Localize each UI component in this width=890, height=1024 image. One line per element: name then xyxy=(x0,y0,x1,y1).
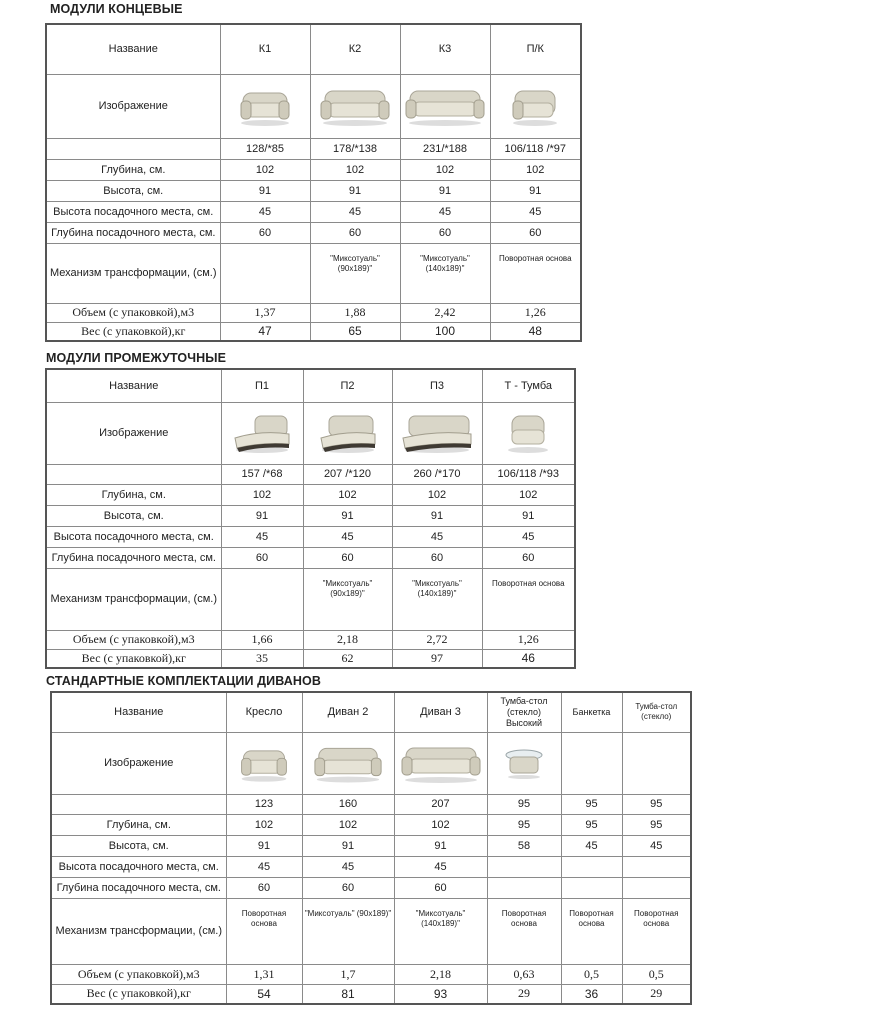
value-cell xyxy=(561,856,622,877)
value-cell: 60 xyxy=(490,222,581,243)
column-header: Тумба-стол (стекло) Высокий xyxy=(487,692,561,732)
column-header: Диван 2 xyxy=(302,692,394,732)
size-cell: 95 xyxy=(622,794,691,814)
value-cell: 62 xyxy=(303,649,392,668)
value-cell: 102 xyxy=(220,159,310,180)
section-title-standard-sets: СТАНДАРТНЫЕ КОМПЛЕКТАЦИИ ДИВАНОВ xyxy=(46,674,321,688)
value-cell: 91 xyxy=(226,835,302,856)
value-cell: 60 xyxy=(303,547,392,568)
table-row xyxy=(46,222,581,243)
value-cell: 1,37 xyxy=(220,303,310,322)
value-cell: 45 xyxy=(482,526,575,547)
table-row xyxy=(51,964,691,984)
value-cell: 95 xyxy=(487,814,561,835)
value-cell: 1,88 xyxy=(310,303,400,322)
corner-module-image xyxy=(490,74,581,138)
table-row xyxy=(46,547,575,568)
sofa-3-image xyxy=(400,74,490,138)
table-row xyxy=(46,649,575,668)
row-label xyxy=(51,794,226,814)
size-cell: 157 /*68 xyxy=(221,464,303,484)
mechanism-cell: "Миксотуаль" (90x189)" xyxy=(310,243,400,303)
size-cell: 260 /*170 xyxy=(392,464,482,484)
mechanism-cell: Поворотная основа xyxy=(487,898,561,964)
value-cell: 0,63 xyxy=(487,964,561,984)
row-label xyxy=(46,138,220,159)
armchair-image xyxy=(220,74,310,138)
row-label: Название xyxy=(46,369,221,402)
table-row xyxy=(46,243,581,303)
table-row xyxy=(51,794,691,814)
value-cell: 91 xyxy=(220,180,310,201)
value-cell: 45 xyxy=(303,526,392,547)
middle-modules-table xyxy=(45,368,576,669)
value-cell: 45 xyxy=(310,201,400,222)
table-row xyxy=(46,180,581,201)
value-cell: 45 xyxy=(302,856,394,877)
value-cell: 91 xyxy=(302,835,394,856)
value-cell: 2,18 xyxy=(303,630,392,649)
row-label: Высота, см. xyxy=(51,835,226,856)
column-header: П1 xyxy=(221,369,303,402)
row-label: Изображение xyxy=(51,732,226,794)
value-cell: 60 xyxy=(220,222,310,243)
value-cell: 102 xyxy=(482,484,575,505)
value-cell: 91 xyxy=(303,505,392,526)
sofa-2-image xyxy=(302,732,394,794)
value-cell: 0,5 xyxy=(622,964,691,984)
table-row xyxy=(46,159,581,180)
table-row xyxy=(46,464,575,484)
table-row xyxy=(51,692,691,732)
value-cell: 45 xyxy=(561,835,622,856)
value-cell: 102 xyxy=(226,814,302,835)
table-row xyxy=(46,526,575,547)
table-row xyxy=(46,402,575,464)
value-cell: 45 xyxy=(400,201,490,222)
value-cell: 100 xyxy=(400,322,490,341)
row-label: Высота посадочного места, см. xyxy=(46,526,221,547)
mechanism-cell: Поворотная основа xyxy=(226,898,302,964)
column-header: П2 xyxy=(303,369,392,402)
value-cell: 2,72 xyxy=(392,630,482,649)
row-label: Высота посадочного места, см. xyxy=(51,856,226,877)
empty-image-cell xyxy=(622,732,691,794)
table-row xyxy=(51,732,691,794)
value-cell: 0,5 xyxy=(561,964,622,984)
table-row xyxy=(46,505,575,526)
value-cell: 35 xyxy=(221,649,303,668)
row-label: Высота, см. xyxy=(46,180,220,201)
value-cell: 1,66 xyxy=(221,630,303,649)
table-row xyxy=(51,984,691,1004)
value-cell: 81 xyxy=(302,984,394,1004)
row-label: Глубина посадочного места, см. xyxy=(46,222,220,243)
value-cell: 29 xyxy=(487,984,561,1004)
size-cell: 231/*188 xyxy=(400,138,490,159)
section-title-middle-modules: МОДУЛИ ПРОМЕЖУТОЧНЫЕ xyxy=(46,351,227,365)
table-row xyxy=(46,138,581,159)
value-cell: 45 xyxy=(394,856,487,877)
section-title-end-modules: МОДУЛИ КОНЦЕВЫЕ xyxy=(50,2,183,16)
value-cell: 60 xyxy=(221,547,303,568)
size-cell: 178/*138 xyxy=(310,138,400,159)
column-header: Банкетка xyxy=(561,692,622,732)
value-cell: 58 xyxy=(487,835,561,856)
value-cell: 60 xyxy=(482,547,575,568)
table-row xyxy=(51,898,691,964)
value-cell: 45 xyxy=(226,856,302,877)
mechanism-cell: "Миксотуаль" (90x189)" xyxy=(302,898,394,964)
value-cell xyxy=(622,877,691,898)
value-cell: 102 xyxy=(490,159,581,180)
value-cell: 91 xyxy=(490,180,581,201)
value-cell: 102 xyxy=(310,159,400,180)
row-label: Глубина посадочного места, см. xyxy=(46,547,221,568)
value-cell: 60 xyxy=(400,222,490,243)
mechanism-cell: Поворотная основа xyxy=(482,568,575,630)
value-cell: 91 xyxy=(221,505,303,526)
row-label xyxy=(46,464,221,484)
value-cell: 60 xyxy=(302,877,394,898)
size-cell: 207 /*120 xyxy=(303,464,392,484)
value-cell: 47 xyxy=(220,322,310,341)
mechanism-cell: "Миксотуаль" (140x189)" xyxy=(392,568,482,630)
value-cell: 102 xyxy=(400,159,490,180)
size-cell: 95 xyxy=(487,794,561,814)
row-label: Объем (с упаковкой),м3 xyxy=(46,630,221,649)
column-header: П3 xyxy=(392,369,482,402)
row-label: Глубина, см. xyxy=(46,484,221,505)
table-row xyxy=(46,74,581,138)
row-label: Вес (с упаковкой),кг xyxy=(46,322,220,341)
column-header: П/К xyxy=(490,24,581,74)
row-label: Высота, см. xyxy=(46,505,221,526)
mechanism-cell: "Миксотуаль" (140x189)" xyxy=(400,243,490,303)
value-cell: 102 xyxy=(221,484,303,505)
size-cell: 160 xyxy=(302,794,394,814)
size-cell: 207 xyxy=(394,794,487,814)
value-cell: 1,26 xyxy=(482,630,575,649)
armchair-image xyxy=(226,732,302,794)
table-row xyxy=(46,201,581,222)
row-label: Механизм трансформации, (см.) xyxy=(46,568,221,630)
mechanism-cell: Поворотная основа xyxy=(622,898,691,964)
value-cell: 48 xyxy=(490,322,581,341)
mechanism-cell xyxy=(220,243,310,303)
size-cell: 123 xyxy=(226,794,302,814)
row-label: Вес (с упаковкой),кг xyxy=(46,649,221,668)
value-cell: 91 xyxy=(482,505,575,526)
value-cell xyxy=(487,877,561,898)
row-label: Глубина посадочного места, см. xyxy=(51,877,226,898)
table-row xyxy=(46,322,581,341)
value-cell xyxy=(487,856,561,877)
value-cell: 91 xyxy=(394,835,487,856)
table-row xyxy=(46,484,575,505)
row-label: Изображение xyxy=(46,402,221,464)
standard-sets-table xyxy=(50,691,692,1005)
mechanism-cell: Поворотная основа xyxy=(490,243,581,303)
value-cell: 60 xyxy=(226,877,302,898)
table-row xyxy=(46,24,581,74)
row-label: Название xyxy=(46,24,220,74)
value-cell xyxy=(622,856,691,877)
row-label: Вес (с упаковкой),кг xyxy=(51,984,226,1004)
value-cell: 97 xyxy=(392,649,482,668)
value-cell: 91 xyxy=(310,180,400,201)
module-t-image xyxy=(482,402,575,464)
value-cell: 95 xyxy=(622,814,691,835)
size-cell: 106/118 /*93 xyxy=(482,464,575,484)
empty-image-cell xyxy=(561,732,622,794)
value-cell: 45 xyxy=(392,526,482,547)
value-cell: 45 xyxy=(490,201,581,222)
glass-table-image xyxy=(487,732,561,794)
row-label: Изображение xyxy=(46,74,220,138)
row-label: Глубина, см. xyxy=(46,159,220,180)
value-cell: 1,7 xyxy=(302,964,394,984)
row-label: Объем (с упаковкой),м3 xyxy=(51,964,226,984)
value-cell: 95 xyxy=(561,814,622,835)
value-cell: 1,31 xyxy=(226,964,302,984)
row-label: Механизм трансформации, (см.) xyxy=(46,243,220,303)
value-cell: 45 xyxy=(221,526,303,547)
row-label: Объем (с упаковкой),м3 xyxy=(46,303,220,322)
row-label: Название xyxy=(51,692,226,732)
column-header: Т - Тумба xyxy=(482,369,575,402)
value-cell: 102 xyxy=(392,484,482,505)
mechanism-cell: Поворотная основа xyxy=(561,898,622,964)
value-cell: 45 xyxy=(220,201,310,222)
size-cell: 95 xyxy=(561,794,622,814)
value-cell: 65 xyxy=(310,322,400,341)
sofa-3-image xyxy=(394,732,487,794)
value-cell: 45 xyxy=(622,835,691,856)
value-cell: 1,26 xyxy=(490,303,581,322)
table-row xyxy=(51,856,691,877)
row-label: Механизм трансформации, (см.) xyxy=(51,898,226,964)
value-cell: 93 xyxy=(394,984,487,1004)
table-row xyxy=(46,630,575,649)
column-header: К2 xyxy=(310,24,400,74)
value-cell: 102 xyxy=(302,814,394,835)
table-row xyxy=(46,369,575,402)
module-p3-image xyxy=(392,402,482,464)
module-p2-image xyxy=(303,402,392,464)
value-cell: 60 xyxy=(310,222,400,243)
size-cell: 106/118 /*97 xyxy=(490,138,581,159)
module-p1-image xyxy=(221,402,303,464)
table-row xyxy=(51,877,691,898)
value-cell: 29 xyxy=(622,984,691,1004)
column-header: Диван 3 xyxy=(394,692,487,732)
value-cell: 36 xyxy=(561,984,622,1004)
column-header: Тумба-стол (стекло) xyxy=(622,692,691,732)
column-header: К3 xyxy=(400,24,490,74)
value-cell: 102 xyxy=(303,484,392,505)
value-cell: 102 xyxy=(394,814,487,835)
value-cell: 60 xyxy=(394,877,487,898)
value-cell: 91 xyxy=(400,180,490,201)
sofa-2-image xyxy=(310,74,400,138)
value-cell xyxy=(561,877,622,898)
mechanism-cell: "Миксотуаль" (90x189)" xyxy=(303,568,392,630)
table-row xyxy=(46,568,575,630)
value-cell: 2,42 xyxy=(400,303,490,322)
size-cell: 128/*85 xyxy=(220,138,310,159)
value-cell: 54 xyxy=(226,984,302,1004)
value-cell: 46 xyxy=(482,649,575,668)
mechanism-cell xyxy=(221,568,303,630)
row-label: Глубина, см. xyxy=(51,814,226,835)
row-label: Высота посадочного места, см. xyxy=(46,201,220,222)
mechanism-cell: "Миксотуаль" (140x189)" xyxy=(394,898,487,964)
column-header: Кресло xyxy=(226,692,302,732)
column-header: К1 xyxy=(220,24,310,74)
value-cell: 60 xyxy=(392,547,482,568)
table-row xyxy=(51,835,691,856)
table-row xyxy=(51,814,691,835)
table-row xyxy=(46,303,581,322)
value-cell: 2,18 xyxy=(394,964,487,984)
value-cell: 91 xyxy=(392,505,482,526)
end-modules-table xyxy=(45,23,582,342)
